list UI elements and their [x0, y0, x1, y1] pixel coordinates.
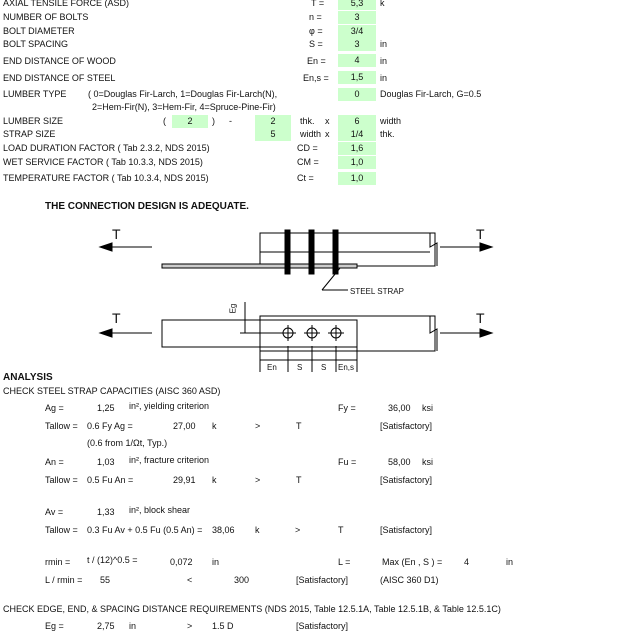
bolts-input[interactable]: 3 [338, 11, 376, 24]
left-arrowhead-top [100, 243, 112, 251]
rmin-symbol: rmin = [45, 557, 71, 567]
av-symbol: Av = [45, 507, 64, 517]
right-arrowhead-top [480, 243, 492, 251]
eg-symbol: Eg = [45, 621, 64, 631]
lumber-size-close: ) [212, 116, 215, 126]
fu-value: 58,00 [388, 457, 411, 467]
bolt-side-1 [285, 230, 290, 274]
av-unit: in², block shear [129, 505, 191, 515]
lr-limit: 300 [234, 575, 250, 585]
spacing-label: BOLT SPACING [3, 39, 69, 49]
lumber-size-x: x [325, 116, 330, 126]
t3-t: T [338, 525, 344, 535]
cm-label: WET SERVICE FACTOR ( Tab 10.3.3, NDS 2015) [3, 157, 203, 167]
t2-compare: > [255, 475, 261, 485]
fu-symbol: Fu = [338, 457, 357, 467]
lr-symbol: L / rmin = [45, 575, 83, 585]
cd-input[interactable]: 1,6 [338, 142, 376, 155]
end-wood-label: END DISTANCE OF WOOD [3, 56, 116, 66]
ag-symbol: Ag = [45, 403, 64, 413]
lumber-size-label: LUMBER SIZE [3, 116, 64, 126]
strap-check-heading: CHECK STEEL STRAP CAPACITIES (AISC 360 ASD) [3, 386, 221, 396]
diagram-strap-label: STEEL STRAP [350, 287, 404, 296]
lumber-size-width-input[interactable]: 6 [338, 115, 376, 128]
strap-leader [322, 268, 340, 290]
lr-status: [Satisfactory] [296, 575, 349, 585]
an-symbol: An = [45, 457, 64, 467]
lumber-type-input[interactable]: 0 [338, 88, 376, 101]
an-value: 1,03 [97, 457, 115, 467]
lumber-size-thk-input[interactable]: 2 [255, 115, 291, 128]
diagram-t-left-top: T [112, 226, 121, 242]
bolt-side-2 [309, 230, 314, 274]
axial-force-unit: k [380, 0, 385, 8]
strap-size-label: STRAP SIZE [3, 129, 56, 139]
analysis-heading: ANALYSIS [3, 372, 53, 383]
spacing-symbol: S = [309, 39, 323, 49]
axial-force-input[interactable]: 5,3 [338, 0, 376, 10]
eg-compare: > [187, 621, 193, 631]
lumber-size-unit: width [380, 116, 402, 126]
t2-t: T [296, 475, 302, 485]
lumber-size-dash: - [229, 116, 232, 126]
diagram-eg-label: Eg [228, 303, 238, 314]
eg-status: [Satisfactory] [296, 621, 349, 631]
bolts-symbol: n = [309, 12, 322, 22]
lr-value: 55 [100, 575, 111, 585]
cd-symbol: CD = [297, 143, 318, 153]
ct-symbol: Ct = [297, 173, 314, 183]
left-arrowhead-bottom [100, 329, 112, 337]
an-unit: in², fracture criterion [129, 455, 210, 465]
fu-unit: ksi [422, 457, 433, 467]
fy-symbol: Fy = [338, 403, 356, 413]
t1-t: T [296, 421, 302, 431]
diagram-dim-en: En [267, 363, 277, 372]
l-unit: in [506, 557, 514, 567]
diameter-symbol: φ = [309, 26, 323, 36]
t1-symbol: Tallow = [45, 421, 78, 431]
eg-unit: in [129, 621, 137, 631]
edge-check-heading: CHECK EDGE, END, & SPACING DISTANCE REQUIREMENTS (NDS 2015, Table 12.5.1A, Table 12.5.1B, & Table 12.5.1C) [3, 604, 501, 614]
lumber-type-desc-1: ( 0=Douglas Fir-Larch, 1=Douglas Fir-Larch(N), [88, 89, 278, 99]
spacing-unit: in [380, 39, 388, 49]
axial-force-label: AXIAL TENSILE FORCE (ASD) [3, 0, 130, 8]
eg-value: 2,75 [97, 621, 115, 631]
diameter-input[interactable]: 3/4 [338, 25, 376, 38]
diagram-t-right-bottom: T [476, 310, 485, 326]
lr-ref: (AISC 360 D1) [380, 575, 439, 585]
t2-symbol: Tallow = [45, 475, 78, 485]
t1-value: 27,00 [173, 421, 196, 431]
cm-input[interactable]: 1,0 [338, 156, 376, 169]
ct-label: TEMPERATURE FACTOR ( Tab 10.3.4, NDS 2015) [3, 173, 209, 183]
ag-value: 1,25 [97, 403, 115, 413]
fy-unit: ksi [422, 403, 433, 413]
l-symbol: L = [338, 557, 351, 567]
rmin-formula: t / (12)^0.5 = [87, 555, 138, 565]
t1-compare: > [255, 421, 261, 431]
l-formula: Max (En , S ) = [382, 557, 443, 567]
diagram-t-left-bottom: T [112, 310, 121, 326]
break-line-bottom [430, 316, 437, 351]
strap-size-thk-input[interactable]: 1/4 [338, 128, 376, 141]
diagram-dim-ens: En,s [338, 363, 355, 372]
t3-compare: > [295, 525, 301, 535]
axial-force-symbol: T = [311, 0, 325, 8]
diameter-label: BOLT DIAMETER [3, 26, 75, 36]
end-steel-input[interactable]: 1,5 [338, 71, 376, 84]
lr-compare: < [187, 575, 193, 585]
end-wood-symbol: En = [307, 56, 326, 66]
strap-size-unit: thk. [380, 129, 395, 139]
end-steel-symbol: En,s = [303, 73, 329, 83]
break-line-top [430, 233, 437, 266]
phi-note: (0.6 from 1/Ωt, Typ.) [87, 438, 168, 448]
t3-symbol: Tallow = [45, 525, 78, 535]
t3-formula: 0.3 Fu Av + 0.5 Fu (0.5 An) = [87, 525, 203, 535]
bolt-side-3 [333, 230, 338, 274]
t2-unit: k [212, 475, 217, 485]
steel-strap-side [162, 264, 357, 268]
fy-value: 36,00 [388, 403, 411, 413]
lumber-size-qty-input[interactable]: 2 [172, 115, 208, 128]
l-value: 4 [464, 557, 470, 567]
right-arrowhead-bottom [480, 329, 492, 337]
t3-value: 38,06 [212, 525, 235, 535]
t2-status: [Satisfactory] [380, 475, 433, 485]
end-steel-label: END DISTANCE OF STEEL [3, 73, 116, 83]
lumber-size-thk-label: thk. [300, 116, 315, 126]
plan-view [100, 302, 492, 372]
diagram-t-right-top: T [476, 226, 485, 242]
lumber-type-desc-2: 2=Hem-Fir(N), 3=Hem-Fir, 4=Spruce-Pine-Fir) [92, 102, 276, 112]
diagram-dim-s2: S [321, 363, 327, 372]
end-wood-input[interactable]: 4 [338, 54, 376, 67]
t1-formula: 0.6 Fy Ag = [87, 421, 133, 431]
lumber-size-open: ( [163, 116, 166, 126]
t2-formula: 0.5 Fu An = [87, 475, 134, 485]
av-value: 1,33 [97, 507, 115, 517]
ct-input[interactable]: 1,0 [338, 172, 376, 185]
diagram-dim-s1: S [297, 363, 303, 372]
t2-value: 29,91 [173, 475, 196, 485]
bolts-label: NUMBER OF BOLTS [3, 12, 89, 22]
lumber-type-label: LUMBER TYPE [3, 89, 67, 99]
t1-status: [Satisfactory] [380, 421, 433, 431]
end-wood-unit: in [380, 56, 388, 66]
side-view [100, 226, 492, 290]
strap-size-width-input[interactable]: 5 [255, 128, 291, 141]
rmin-unit: in [212, 557, 220, 567]
t1-unit: k [212, 421, 217, 431]
end-steel-unit: in [380, 73, 388, 83]
cd-label: LOAD DURATION FACTOR ( Tab 2.3.2, NDS 2015) [3, 143, 210, 153]
t3-status: [Satisfactory] [380, 525, 433, 535]
lumber-type-note: Douglas Fir-Larch, G=0.5 [380, 89, 482, 99]
cm-symbol: CM = [297, 157, 319, 167]
eg-limit: 1.5 D [212, 621, 234, 631]
rmin-value: 0,072 [170, 557, 193, 567]
strap-size-width-label: width [300, 129, 322, 139]
ag-unit: in², yielding criterion [129, 401, 210, 411]
strap-size-x: x [325, 129, 330, 139]
design-result: THE CONNECTION DESIGN IS ADEQUATE. [45, 201, 249, 212]
spacing-input[interactable]: 3 [338, 38, 376, 51]
t3-unit: k [255, 525, 260, 535]
